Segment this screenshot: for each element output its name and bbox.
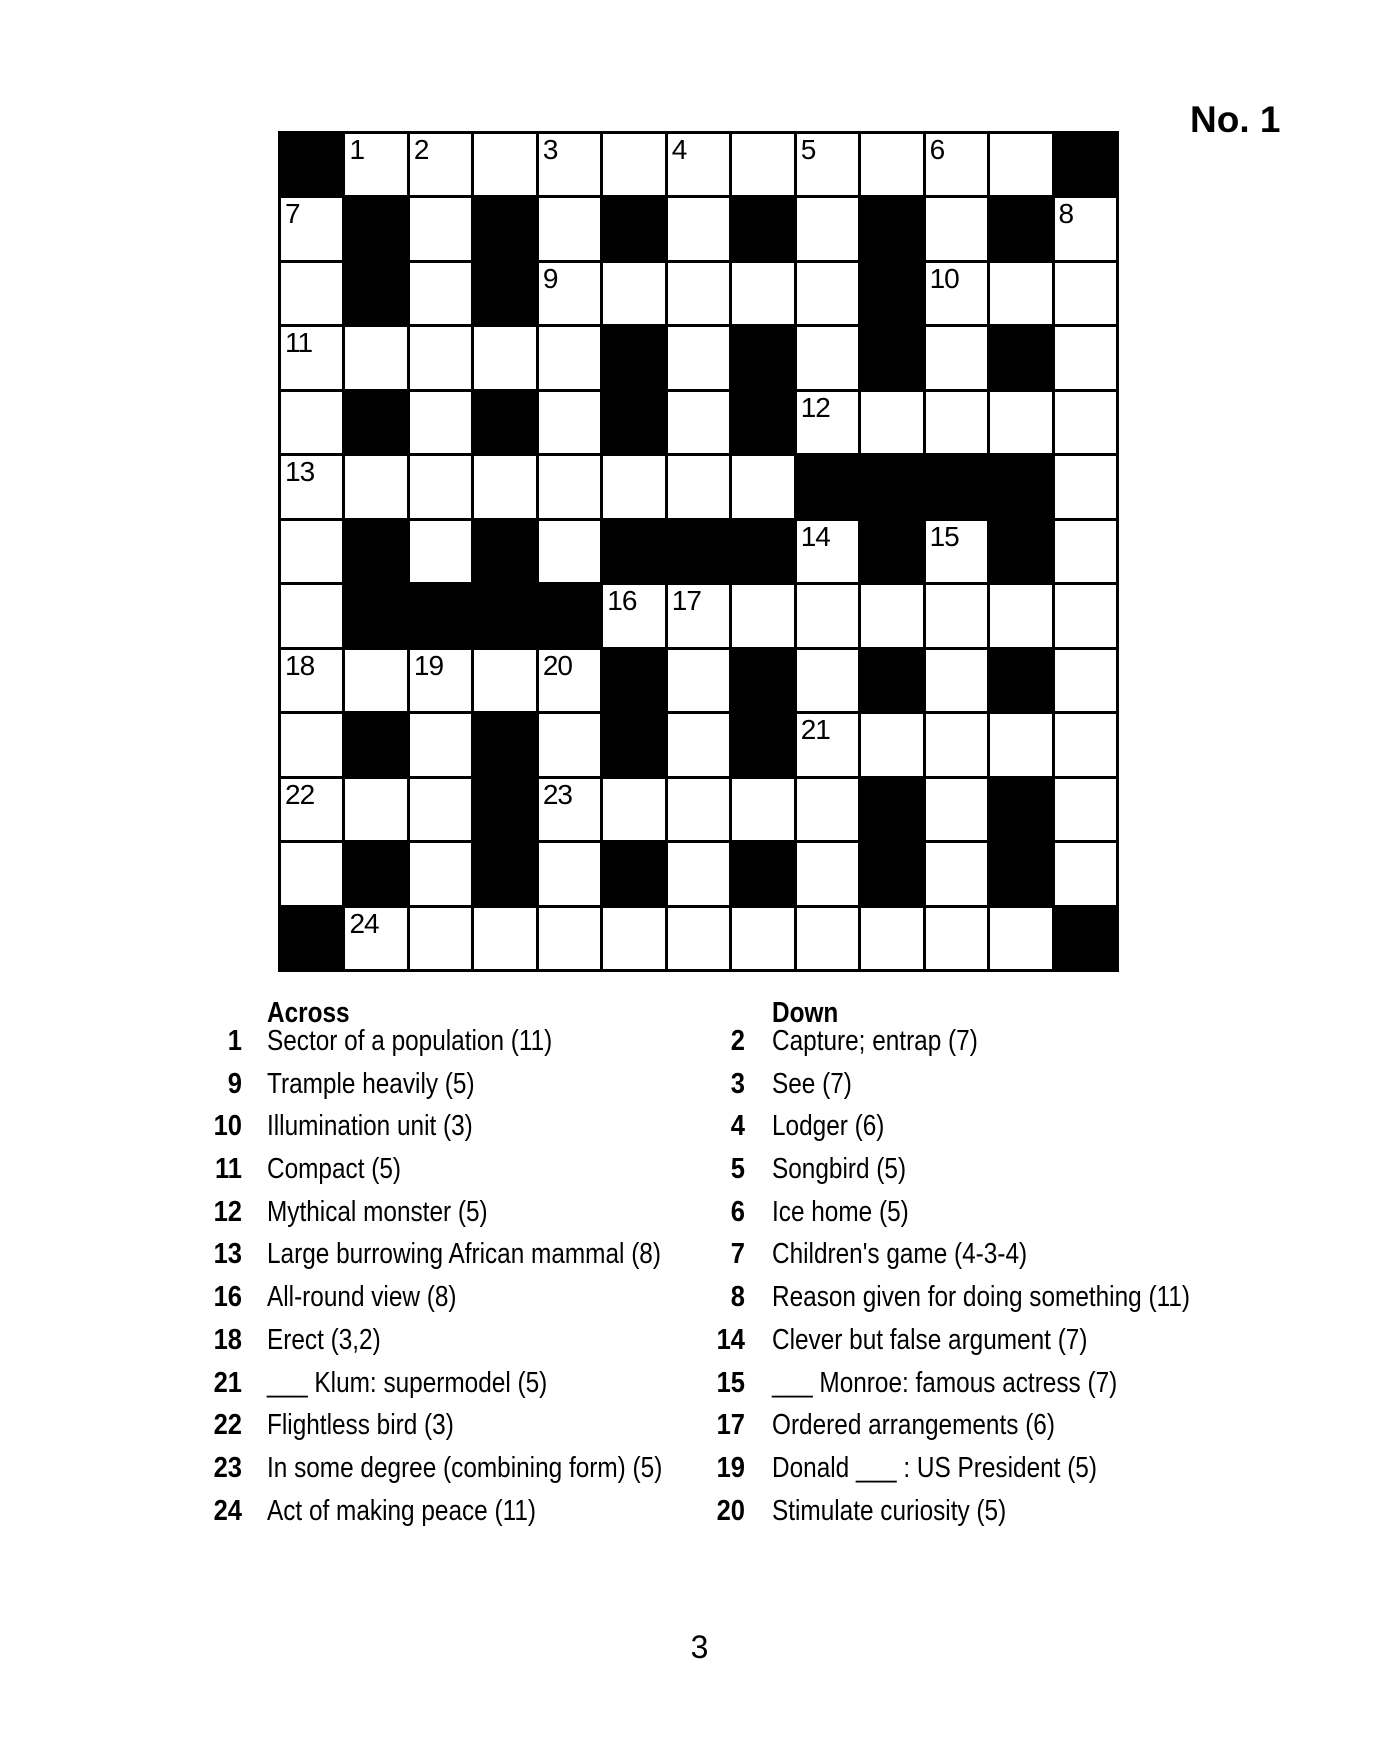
clue-item [170, 1239, 730, 1282]
black-cell [732, 521, 793, 582]
black-cell [1055, 908, 1116, 969]
clue-item [655, 1282, 1295, 1325]
clue-text: Ice home (5) [772, 1195, 909, 1228]
white-cell[interactable] [990, 908, 1051, 969]
white-cell[interactable] [539, 779, 600, 840]
white-cell[interactable] [410, 714, 471, 775]
white-cell[interactable] [410, 327, 471, 388]
white-cell[interactable] [281, 263, 342, 324]
white-cell[interactable] [410, 650, 471, 711]
white-cell[interactable] [668, 908, 729, 969]
cell-number: 24 [349, 907, 379, 939]
white-cell[interactable] [1055, 198, 1116, 259]
black-cell [990, 843, 1051, 904]
cell-number: 19 [413, 649, 444, 681]
clue-item [170, 1026, 730, 1069]
white-cell[interactable] [474, 134, 535, 195]
white-cell[interactable] [281, 714, 342, 775]
white-cell[interactable] [345, 908, 406, 969]
black-cell [861, 327, 922, 388]
white-cell[interactable] [345, 779, 406, 840]
white-cell[interactable] [603, 908, 664, 969]
black-cell [861, 779, 922, 840]
black-cell [861, 521, 922, 582]
white-cell[interactable] [539, 456, 600, 517]
black-cell [474, 263, 535, 324]
cell-number: 9 [542, 262, 558, 294]
black-cell [474, 843, 535, 904]
clue-text: Children's game (4-3-4) [772, 1238, 1028, 1271]
clue-number: 21 [213, 1366, 242, 1399]
white-cell[interactable] [797, 263, 858, 324]
clue-text: ___ Monroe: famous actress (7) [772, 1366, 1118, 1399]
clue-number: 15 [716, 1366, 745, 1399]
white-cell[interactable] [797, 327, 858, 388]
black-cell [474, 585, 535, 646]
clue-text: Act of making peace (11) [267, 1494, 536, 1527]
white-cell[interactable] [539, 327, 600, 388]
black-cell [861, 263, 922, 324]
black-cell [1055, 134, 1116, 195]
clue-number: 13 [213, 1238, 242, 1271]
clue-number: 12 [213, 1195, 242, 1228]
black-cell [345, 521, 406, 582]
clue-item [170, 1197, 730, 1240]
white-cell[interactable] [732, 263, 793, 324]
white-cell[interactable] [861, 908, 922, 969]
clue-item [655, 1069, 1295, 1112]
cell-number: 18 [285, 649, 315, 681]
white-cell[interactable] [861, 714, 922, 775]
white-cell[interactable] [732, 779, 793, 840]
black-cell [603, 198, 664, 259]
white-cell[interactable] [474, 456, 535, 517]
white-cell[interactable] [539, 843, 600, 904]
clue-number: 11 [215, 1153, 242, 1186]
white-cell[interactable] [410, 263, 471, 324]
crossword-grid [278, 131, 1119, 972]
clue-item [655, 1410, 1295, 1453]
white-cell[interactable] [345, 456, 406, 517]
clue-text: Reason given for doing something (11) [772, 1281, 1190, 1314]
black-cell [474, 392, 535, 453]
clue-item [170, 1368, 730, 1411]
white-cell[interactable] [474, 650, 535, 711]
cell-number: 17 [671, 585, 701, 617]
black-cell [603, 843, 664, 904]
cell-number: 20 [542, 649, 572, 681]
black-cell [603, 521, 664, 582]
clue-number: 19 [716, 1451, 745, 1484]
cell-number: 8 [1058, 198, 1074, 230]
clue-item [655, 1154, 1295, 1197]
clue-text: Clever but false argument (7) [772, 1323, 1088, 1356]
clue-number: 9 [227, 1067, 242, 1100]
page-number: 3 [690, 1629, 709, 1665]
white-cell[interactable] [926, 585, 987, 646]
cell-number: 6 [929, 134, 945, 165]
clue-text: Sector of a population (11) [267, 1025, 553, 1057]
white-cell[interactable] [990, 263, 1051, 324]
clue-item [655, 1239, 1295, 1282]
clue-text: Trample heavily (5) [267, 1067, 475, 1100]
white-cell[interactable] [861, 392, 922, 453]
clue-text: Capture; entrap (7) [772, 1025, 978, 1057]
clue-item [170, 1154, 730, 1197]
white-cell[interactable] [668, 198, 729, 259]
clue-item [655, 1325, 1295, 1368]
clue-text: In some degree (combining form) (5) [267, 1451, 663, 1484]
black-cell [732, 327, 793, 388]
white-cell[interactable] [474, 908, 535, 969]
white-cell[interactable] [668, 392, 729, 453]
clue-item [170, 1282, 730, 1325]
across-clues-section [170, 997, 730, 1538]
white-cell[interactable] [861, 585, 922, 646]
black-cell [345, 843, 406, 904]
white-cell[interactable] [281, 521, 342, 582]
white-cell[interactable] [603, 585, 664, 646]
black-cell [861, 843, 922, 904]
cell-number: 23 [542, 778, 572, 810]
clue-text: Songbird (5) [772, 1153, 907, 1186]
clue-number: 24 [213, 1494, 242, 1527]
black-cell [861, 456, 922, 517]
white-cell[interactable] [1055, 843, 1116, 904]
white-cell[interactable] [1055, 456, 1116, 517]
white-cell[interactable] [926, 843, 987, 904]
clue-number: 6 [730, 1195, 745, 1228]
white-cell[interactable] [410, 392, 471, 453]
white-cell[interactable] [668, 456, 729, 517]
cell-number: 22 [285, 778, 315, 810]
white-cell[interactable] [797, 521, 858, 582]
clue-number: 4 [730, 1110, 745, 1143]
clue-number: 18 [213, 1323, 242, 1356]
white-cell[interactable] [281, 650, 342, 711]
white-cell[interactable] [281, 779, 342, 840]
across-clue-list [170, 1026, 730, 1538]
clue-item [170, 1453, 730, 1496]
clue-text: Erect (3,2) [267, 1323, 381, 1356]
white-cell[interactable] [668, 843, 729, 904]
white-cell[interactable] [539, 263, 600, 324]
white-cell[interactable] [1055, 521, 1116, 582]
cell-number: 4 [671, 134, 687, 165]
white-cell[interactable] [797, 908, 858, 969]
black-cell [926, 456, 987, 517]
clue-item [655, 1453, 1295, 1496]
across-heading: Across [267, 997, 350, 1029]
black-cell [732, 843, 793, 904]
clue-text: Large burrowing African mammal (8) [267, 1238, 661, 1271]
white-cell[interactable] [410, 779, 471, 840]
clue-number: 14 [716, 1323, 745, 1356]
white-cell[interactable] [797, 650, 858, 711]
white-cell[interactable] [926, 908, 987, 969]
white-cell[interactable] [797, 843, 858, 904]
clue-item [655, 1111, 1295, 1154]
white-cell[interactable] [603, 263, 664, 324]
cell-number: 21 [800, 714, 830, 746]
clue-number: 17 [716, 1409, 745, 1442]
down-clues-section [655, 997, 1295, 1538]
white-cell[interactable] [926, 650, 987, 711]
clue-text: See (7) [772, 1067, 852, 1100]
black-cell [345, 714, 406, 775]
black-cell [990, 327, 1051, 388]
white-cell[interactable] [1055, 779, 1116, 840]
black-cell [281, 134, 342, 195]
black-cell [539, 585, 600, 646]
cell-number: 16 [607, 585, 637, 617]
clue-text: Illumination unit (3) [267, 1110, 473, 1143]
white-cell[interactable] [926, 521, 987, 582]
cell-number: 7 [285, 198, 300, 230]
white-cell[interactable] [797, 779, 858, 840]
white-cell[interactable] [410, 843, 471, 904]
clue-item [655, 1197, 1295, 1240]
clue-number: 10 [213, 1110, 242, 1143]
white-cell[interactable] [281, 198, 342, 259]
clue-text: Ordered arrangements (6) [772, 1409, 1055, 1442]
black-cell [732, 392, 793, 453]
white-cell[interactable] [345, 650, 406, 711]
black-cell [861, 198, 922, 259]
black-cell [603, 650, 664, 711]
clue-text: ___ Klum: supermodel (5) [267, 1366, 548, 1399]
puzzle-title: No. 1 [1190, 99, 1281, 140]
white-cell[interactable] [668, 327, 729, 388]
black-cell [668, 521, 729, 582]
clue-item [655, 1368, 1295, 1411]
white-cell[interactable] [410, 521, 471, 582]
clue-item [170, 1410, 730, 1453]
black-cell [603, 714, 664, 775]
black-cell [474, 521, 535, 582]
white-cell[interactable] [797, 134, 858, 195]
white-cell[interactable] [410, 134, 471, 195]
white-cell[interactable] [732, 456, 793, 517]
black-cell [474, 198, 535, 259]
clue-number: 1 [227, 1025, 242, 1057]
black-cell [732, 650, 793, 711]
clue-number: 23 [213, 1451, 242, 1484]
white-cell[interactable] [345, 134, 406, 195]
white-cell[interactable] [1055, 392, 1116, 453]
clue-item [170, 1069, 730, 1112]
black-cell [990, 779, 1051, 840]
white-cell[interactable] [345, 327, 406, 388]
clue-item [170, 1325, 730, 1368]
white-cell[interactable] [410, 908, 471, 969]
white-cell[interactable] [926, 134, 987, 195]
white-cell[interactable] [603, 456, 664, 517]
white-cell[interactable] [926, 327, 987, 388]
white-cell[interactable] [539, 650, 600, 711]
black-cell [603, 392, 664, 453]
white-cell[interactable] [926, 714, 987, 775]
white-cell[interactable] [539, 198, 600, 259]
black-cell [603, 327, 664, 388]
white-cell[interactable] [668, 714, 729, 775]
cell-number: 13 [285, 456, 315, 488]
cell-number: 1 [349, 134, 365, 165]
clue-item [170, 1111, 730, 1154]
white-cell[interactable] [990, 134, 1051, 195]
cell-number: 12 [800, 391, 830, 423]
clue-text: All-round view (8) [267, 1281, 457, 1314]
cell-number: 2 [413, 134, 429, 165]
white-cell[interactable] [668, 585, 729, 646]
white-cell[interactable] [603, 134, 664, 195]
white-cell[interactable] [539, 521, 600, 582]
black-cell [345, 392, 406, 453]
cell-number: 5 [800, 134, 816, 165]
white-cell[interactable] [990, 585, 1051, 646]
white-cell[interactable] [668, 650, 729, 711]
white-cell[interactable] [1055, 650, 1116, 711]
white-cell[interactable] [603, 779, 664, 840]
white-cell[interactable] [926, 198, 987, 259]
black-cell [990, 521, 1051, 582]
black-cell [732, 714, 793, 775]
white-cell[interactable] [797, 392, 858, 453]
black-cell [474, 714, 535, 775]
clue-text: Mythical monster (5) [267, 1195, 488, 1228]
black-cell [345, 263, 406, 324]
black-cell [990, 456, 1051, 517]
white-cell[interactable] [1055, 263, 1116, 324]
white-cell[interactable] [281, 327, 342, 388]
white-cell[interactable] [926, 779, 987, 840]
down-clue-list [655, 1026, 1295, 1538]
clue-number: 2 [730, 1025, 745, 1057]
cell-number: 3 [542, 134, 558, 165]
white-cell[interactable] [1055, 585, 1116, 646]
clue-item [170, 1496, 730, 1539]
white-cell[interactable] [410, 198, 471, 259]
black-cell [474, 779, 535, 840]
black-cell [990, 198, 1051, 259]
white-cell[interactable] [926, 263, 987, 324]
clue-number: 22 [213, 1409, 242, 1442]
white-cell[interactable] [410, 456, 471, 517]
clue-number: 7 [730, 1238, 745, 1271]
white-cell[interactable] [539, 392, 600, 453]
black-cell [345, 585, 406, 646]
white-cell[interactable] [1055, 714, 1116, 775]
clue-text: Flightless bird (3) [267, 1409, 454, 1442]
white-cell[interactable] [539, 714, 600, 775]
black-cell [990, 650, 1051, 711]
clue-number: 20 [716, 1494, 745, 1527]
black-cell [410, 585, 471, 646]
white-cell[interactable] [281, 585, 342, 646]
clue-text: Donald ___ : US President (5) [772, 1451, 1097, 1484]
clue-number: 8 [730, 1281, 745, 1314]
white-cell[interactable] [668, 779, 729, 840]
black-cell [732, 198, 793, 259]
clue-item [655, 1496, 1295, 1539]
white-cell[interactable] [990, 714, 1051, 775]
clue-number: 5 [730, 1153, 745, 1186]
white-cell[interactable] [668, 134, 729, 195]
white-cell[interactable] [668, 263, 729, 324]
white-cell[interactable] [474, 327, 535, 388]
clue-text: Lodger (6) [772, 1110, 885, 1143]
white-cell[interactable] [539, 908, 600, 969]
white-cell[interactable] [281, 392, 342, 453]
white-cell[interactable] [797, 198, 858, 259]
white-cell[interactable] [732, 908, 793, 969]
white-cell[interactable] [990, 392, 1051, 453]
clue-number: 16 [213, 1281, 242, 1314]
black-cell [861, 650, 922, 711]
black-cell [797, 456, 858, 517]
white-cell[interactable] [797, 714, 858, 775]
cell-number: 15 [929, 520, 959, 552]
white-cell[interactable] [1055, 327, 1116, 388]
cell-number: 11 [285, 327, 313, 359]
clue-text: Stimulate curiosity (5) [772, 1494, 1007, 1527]
white-cell[interactable] [797, 585, 858, 646]
white-cell[interactable] [281, 456, 342, 517]
black-cell [345, 198, 406, 259]
white-cell[interactable] [732, 585, 793, 646]
white-cell[interactable] [926, 392, 987, 453]
cell-number: 14 [800, 520, 830, 552]
white-cell[interactable] [861, 134, 922, 195]
white-cell[interactable] [281, 843, 342, 904]
clue-number: 3 [730, 1067, 745, 1100]
clue-text: Compact (5) [267, 1153, 402, 1186]
black-cell [281, 908, 342, 969]
white-cell[interactable] [732, 134, 793, 195]
clue-item [655, 1026, 1295, 1069]
white-cell[interactable] [539, 134, 600, 195]
down-heading: Down [772, 997, 839, 1029]
cell-number: 10 [929, 262, 959, 294]
